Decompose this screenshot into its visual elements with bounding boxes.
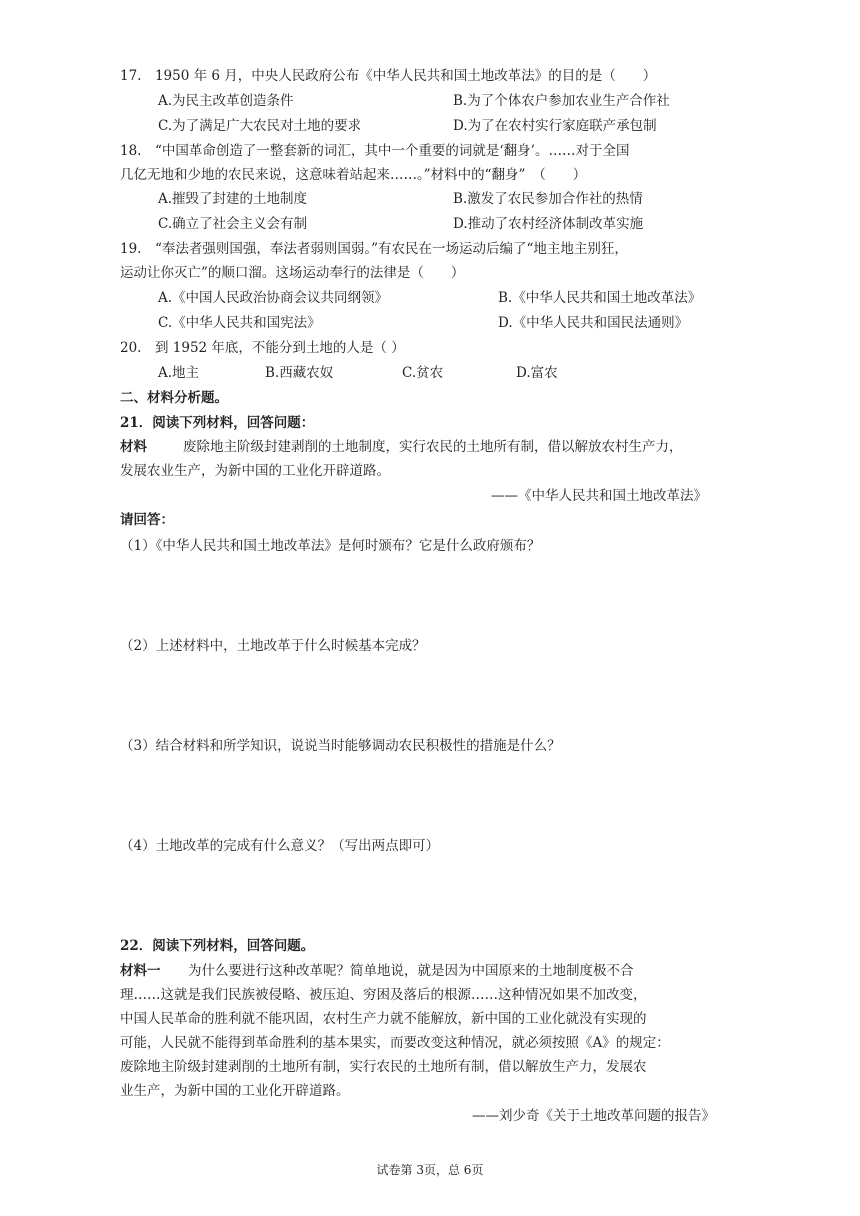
q22-material-label: 材料一 [120, 963, 161, 979]
q18-option-a: A.摧毁了封建的土地制度 [158, 191, 308, 207]
q22-material-line2: 理……这就是我们民族被侵略、被压迫、穷困及落后的根源……这种情况如果不加改变， [120, 987, 647, 1003]
section-heading: 二、材料分析题。 [120, 390, 228, 406]
q20-stem: 20. 到 1952 年底，不能分到土地的人是（ ） [120, 340, 405, 356]
q19-option-a: A.《中国人民政治协商会议共同纲领》 [158, 290, 389, 306]
q18-stem-line2: 几亿无地和少地的农民来说，这意味着站起来……。”材料中的“翻身” （ ） [120, 167, 587, 183]
q17-stem: 17. 1950 年 6 月，中央人民政府公布《中华人民共和国土地改革法》的目的是（ ） [120, 68, 657, 84]
q20-option-c: C.贫农 [402, 365, 444, 381]
q19-option-c: C.《中华人民共和国宪法》 [158, 315, 321, 331]
q20-option-b: B.西藏农奴 [265, 365, 334, 381]
q18-stem-line1: 18. “中国革命创造了一整套新的词汇，其中一个重要的词就是‘翻身’。……对于全国 [120, 143, 630, 159]
q21-ask-label: 请回答： [120, 512, 174, 528]
q21-material-line2: 发展农业生产，为新中国的工业化开辟道路。 [120, 463, 390, 479]
q22-material-line4: 可能，人民就不能得到革命胜利的基本果实，而要改变这种情况，就必须按照《A》的规定： [120, 1035, 670, 1051]
q22-material-line1: 为什么要进行这种改革呢？简单地说，就是因为中国原来的土地制度极不合 [188, 963, 634, 979]
q20-option-a: A.地主 [158, 365, 200, 381]
q18-option-b: B.激发了农民参加合作社的热情 [453, 191, 643, 207]
q21-sub4: （4）土地改革的完成有什么意义？（写出两点即可） [120, 838, 440, 854]
q17-option-a: A.为民主改革创造条件 [158, 93, 294, 109]
q22-material-line3: 中国人民革命的胜利就不能巩固，农村生产力就不能解放，新中国的工业化就没有实现的 [120, 1011, 647, 1027]
q17-option-b: B.为了个体农户参加农业生产合作社 [453, 93, 670, 109]
q22-source: ——刘少奇《关于土地改革问题的报告》 [472, 1108, 715, 1124]
q18-option-d: D.推动了农村经济体制改革实施 [453, 216, 644, 232]
q22-material-line5: 废除地主阶级封建剥削的土地所有制，实行农民的土地所有制，借以解放生产力，发展农 [120, 1059, 647, 1075]
q19-stem-line1: 19. “奉法者强则国强，奉法者弱则国弱。”有农民在一场运动后编了“地主地主别狂， [120, 241, 628, 257]
q19-stem-line2: 运动让你灭亡”的顺口溜。这场运动奉行的法律是（ ） [120, 265, 465, 281]
q18-option-c: C.确立了社会主义会有制 [158, 216, 308, 232]
q21-material-label: 材料 [120, 439, 147, 455]
q17-option-c: C.为了满足广大农民对土地的要求 [158, 118, 362, 134]
q20-option-d: D.富农 [516, 365, 558, 381]
q21-sub1: （1）《中华人民共和国土地改革法》是何时颁布？它是什么政府颁布？ [120, 538, 541, 554]
q21-material-line1: 废除地主阶级封建剥削的土地制度，实行农民的土地所有制，借以解放农村生产力， [183, 439, 683, 455]
q21-title: 21．阅读下列材料，回答问题： [120, 415, 315, 431]
q19-option-b: B.《中华人民共和国土地改革法》 [498, 290, 702, 306]
q22-title: 22．阅读下列材料，回答问题。 [120, 938, 315, 954]
q17-option-d: D.为了在农村实行家庭联产承包制 [453, 118, 657, 134]
q22-material-line6: 业生产，为新中国的工业化开辟道路。 [120, 1083, 350, 1099]
q21-source: ——《中华人民共和国土地改革法》 [491, 488, 707, 504]
q19-option-d: D.《中华人民共和国民法通则》 [498, 315, 689, 331]
q21-sub2: （2）上述材料中，土地改革于什么时候基本完成？ [120, 638, 426, 654]
page-footer: 试卷第 3页，总 6页 [376, 1163, 484, 1177]
q21-sub3: （3）结合材料和所学知识，说说当时能够调动农民积极性的措施是什么？ [120, 738, 561, 754]
